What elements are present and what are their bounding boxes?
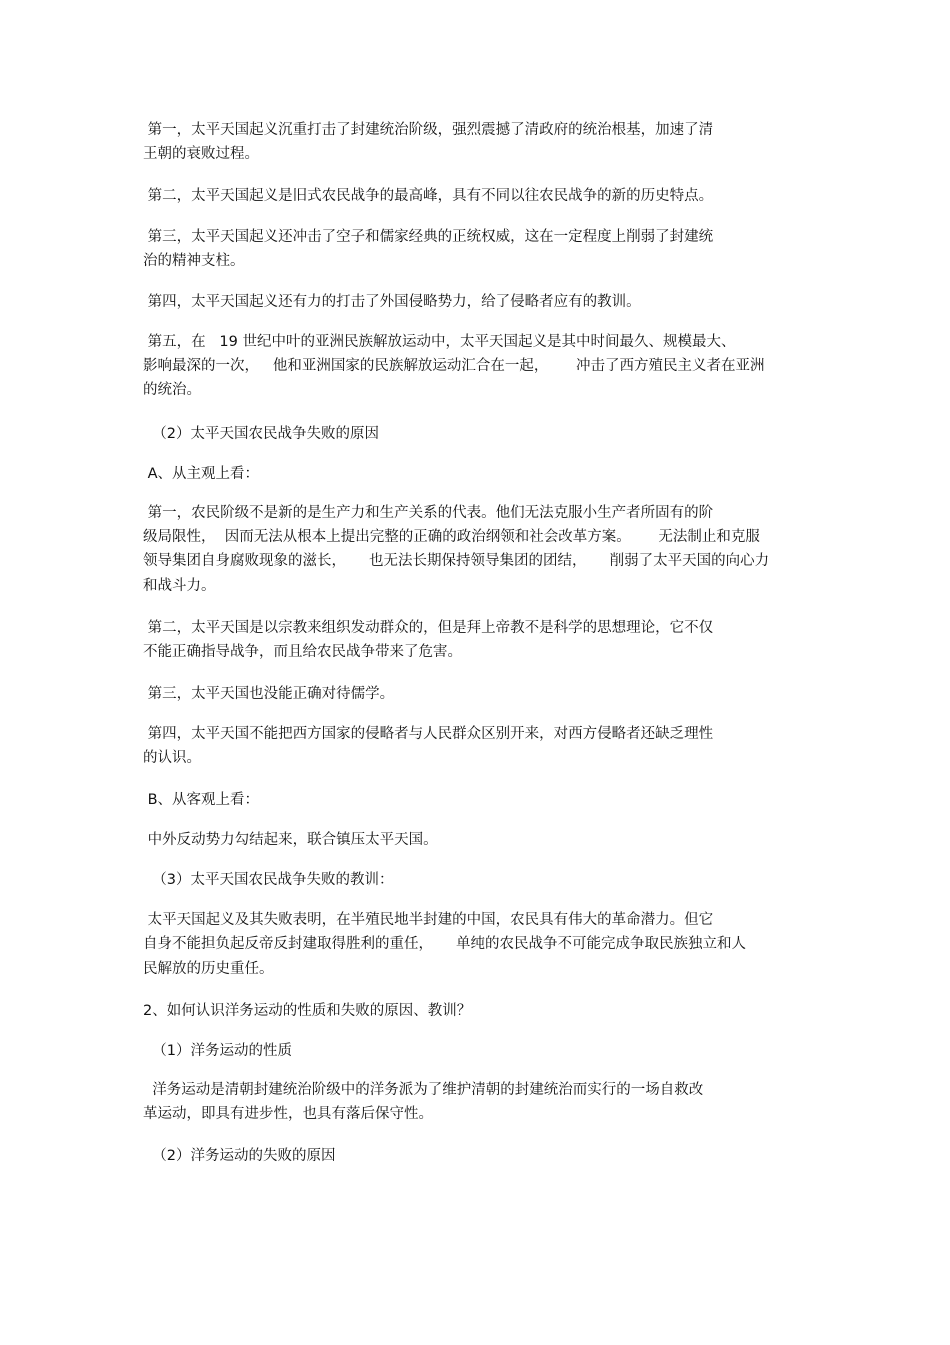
text-line: 影响最深的一次， 他和亚洲国家的民族解放运动汇合在一起， 冲击了西方殖民主义者在亚洲 [143, 358, 765, 374]
text-line: 级局限性， 因而无法从根本上提出完整的正确的政治纲领和社会改革方案。 无法制止和克服 [143, 529, 760, 545]
sub-heading: B、从客观上看： [143, 792, 260, 808]
text-line: 第三，太平天国起义还冲击了空子和儒家经典的正统权威，这在一定程度上削弱了封建统 [143, 229, 714, 245]
text-line: 第二，太平天国是以宗教来组织发动群众的，但是拜上帝教不是科学的思想理论，它不仅 [143, 620, 714, 636]
section-heading: （1）洋务运动的性质 [143, 1043, 292, 1059]
text-line: 的统治。 [143, 382, 201, 398]
section-heading: （2）太平天国农民战争失败的原因 [143, 426, 379, 442]
section-heading: （2）洋务运动的失败的原因 [143, 1148, 336, 1164]
sub-heading: A、从主观上看： [143, 466, 260, 482]
text-line: 领导集团自身腐败现象的滋长， 也无法长期保持领导集团的团结， 削弱了太平天国的向心力 [143, 553, 770, 569]
text-line: 第三，太平天国也没能正确对待儒学。 [143, 686, 395, 702]
text-line: 洋务运动是清朝封建统治阶级中的洋务派为了维护清朝的封建统治而实行的一场自救改 [143, 1082, 704, 1098]
text-line: 第二，太平天国起义是旧式农民战争的最高峰，具有不同以往农民战争的新的历史特点。 [143, 188, 714, 204]
text-line: 第一，太平天国起义沉重打击了封建统治阶级，强烈震撼了清政府的统治根基，加速了清 [143, 122, 714, 138]
text-line: 第一，农民阶级不是新的是生产力和生产关系的代表。他们无法克服小生产者所固有的阶 [143, 505, 714, 521]
text-line: 不能正确指导战争，而且给农民战争带来了危害。 [143, 644, 462, 660]
text-line: 治的精神支柱。 [143, 253, 245, 269]
text-line: 中外反动势力勾结起来，联合镇压太平天国。 [143, 832, 438, 848]
text-line: 和战斗力。 [143, 578, 216, 594]
text-line: 自身不能担负起反帝反封建取得胜利的重任， 单纯的农民战争不可能完成争取民族独立和人 [143, 936, 747, 952]
text-line: 第五，在 19 世纪中叶的亚洲民族解放运动中，太平天国起义是其中时间最久、规模最大、 [143, 334, 736, 350]
text-line: 第四，太平天国不能把西方国家的侵略者与人民群众区别开来，对西方侵略者还缺乏理性 [143, 726, 714, 742]
text-line: 王朝的衰败过程。 [143, 146, 259, 162]
text-line: 民解放的历史重任。 [143, 961, 274, 977]
text-line: 太平天国起义及其失败表明，在半殖民地半封建的中国，农民具有伟大的革命潜力。但它 [143, 912, 714, 928]
text-line: 革运动，即具有进步性，也具有落后保守性。 [143, 1106, 433, 1122]
text-line: 第四，太平天国起义还有力的打击了外国侵略势力，给了侵略者应有的教训。 [143, 294, 641, 310]
question-heading: 2、如何认识洋务运动的性质和失败的原因、教训？ [143, 1003, 472, 1019]
section-heading: （3）太平天国农民战争失败的教训： [143, 872, 394, 888]
text-line: 的认识。 [143, 750, 201, 766]
